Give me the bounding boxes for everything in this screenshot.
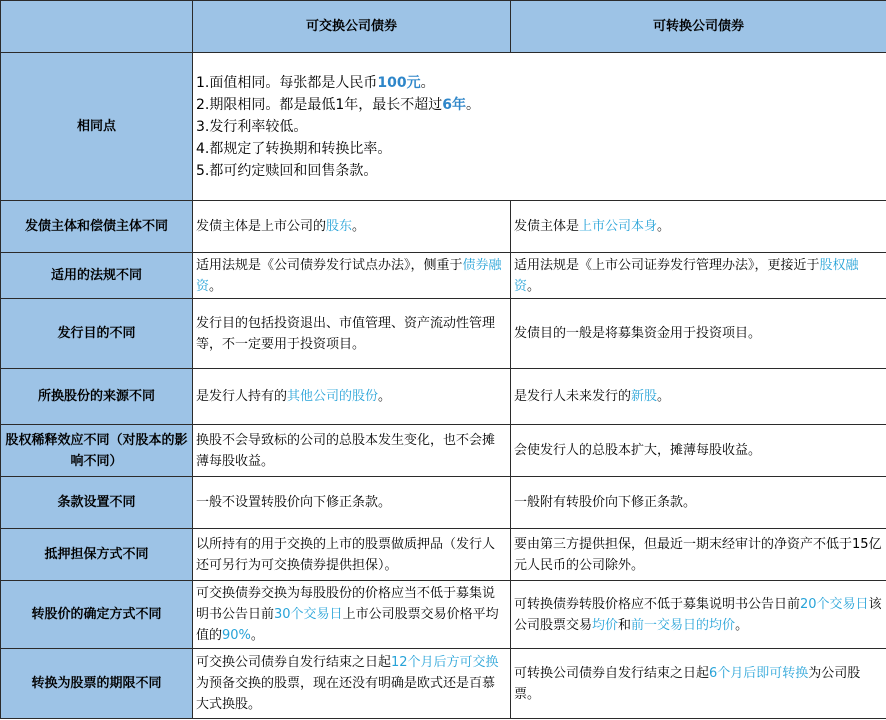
same-point-line <box>196 116 883 138</box>
cell-text: 换股不会导致标的公司的总股本发生变化，也不会摊薄每股收益。 <box>196 432 496 469</box>
cell-text: 上市公司股票交易价格平均值的 <box>196 607 499 643</box>
cell-text: 。 <box>378 389 392 404</box>
highlight-text: 100元 <box>377 74 421 91</box>
exchange-cell <box>193 649 511 719</box>
cell-text: 可转换债券转股价格应不低于募集说明书公告日前 <box>514 596 801 612</box>
convert-cell <box>511 299 886 369</box>
point-text: 。 <box>466 96 481 113</box>
highlight-text: 其他公司的股份 <box>287 389 379 404</box>
convert-cell <box>511 425 886 477</box>
convert-cell <box>511 253 886 299</box>
convert-cell <box>511 529 886 581</box>
cell-text: 和 <box>618 617 632 633</box>
cell-text: 。 <box>657 219 671 234</box>
cell-text: 适用法规是《公司债券发行试点办法》，侧重于 <box>196 257 463 273</box>
highlight-text: 均价 <box>592 617 619 633</box>
point-text: 5.都可约定赎回和回售条款。 <box>196 162 378 179</box>
point-text: 。 <box>420 74 435 91</box>
cell-text: 以所持有的用于交换的上市的股票做质押品（发行人还可另行为可交换债券提供担保）。 <box>196 536 496 573</box>
convert-cell <box>511 477 886 529</box>
header-corner <box>1 1 193 53</box>
same-point-line <box>196 138 883 160</box>
cell-text: 发行目的包括投资退出、市值管理、资产流动性管理等，不一定要用于投资项目。 <box>196 315 496 352</box>
row-label: 条款设置不同 <box>1 477 193 529</box>
highlight-text: 20个交易日 <box>800 596 869 612</box>
table-row <box>1 581 886 649</box>
row-label: 转股价的确定方式不同 <box>1 581 193 649</box>
cell-text: 适用法规是《上市公司证券发行管理办法》，更接近于 <box>514 257 820 273</box>
point-text: 2.期限相同。都是最低1年，最长不超过 <box>196 96 443 113</box>
cell-text: 发债目的一般是将募集资金用于投资项目。 <box>514 326 762 341</box>
same-label: 相同点 <box>1 53 193 201</box>
cell-text: 可交换债券交换为每股股份的价格应当不低于募集说明书公告日前 <box>196 586 496 622</box>
cell-text: 发债主体是 <box>514 219 580 234</box>
row-label: 转换为股票的期限不同 <box>1 649 193 719</box>
table-row <box>1 425 886 477</box>
cell-text: 为预备交换的股票，现在还没有明确是欧式还是百慕大式换股。 <box>196 676 496 712</box>
table-row <box>1 253 886 299</box>
point-text: 1.面值相同。每张都是人民币 <box>196 74 378 91</box>
highlight-text: 上市公司本身 <box>579 219 658 234</box>
convert-cell <box>511 649 886 719</box>
row-label: 抵押担保方式不同 <box>1 529 193 581</box>
header-row <box>1 1 886 53</box>
exchange-cell <box>193 201 511 253</box>
highlight-text: 股东 <box>326 219 353 234</box>
cell-text: 可交换公司债券自发行结束之日起 <box>196 655 392 670</box>
cell-text: 一般附有转股价向下修正条款。 <box>514 495 697 510</box>
table-row <box>1 201 886 253</box>
same-point-line <box>196 72 883 94</box>
cell-text: 。 <box>657 389 671 404</box>
cell-text: 为公司股票。 <box>514 665 861 702</box>
highlight-text: 6年 <box>442 96 467 113</box>
same-point-line <box>196 94 883 116</box>
table-row <box>1 477 886 529</box>
highlight-text: 新股 <box>631 389 658 404</box>
header-exchangeable-bond: 可交换公司债券 <box>193 1 511 53</box>
cell-text: 该公司股票交易 <box>514 596 882 633</box>
highlight-text: 30个交易日 <box>274 607 343 622</box>
cell-text: 一般不设置转股价向下修正条款。 <box>196 495 392 510</box>
convert-cell <box>511 201 886 253</box>
table-row <box>1 369 886 425</box>
cell-text: 。 <box>209 278 223 294</box>
exchange-cell <box>193 369 511 425</box>
highlight-text: 12个月后方可交换 <box>391 655 499 670</box>
highlight-text: 债券融资 <box>196 257 502 294</box>
cell-text: 发债主体是上市公司的 <box>196 219 327 234</box>
row-label: 股权稀释效应不同（对股本的影响不同） <box>1 425 193 477</box>
row-label: 适用的法规不同 <box>1 253 193 299</box>
table-row <box>1 649 886 719</box>
point-text: 4.都规定了转换期和转换比率。 <box>196 140 392 157</box>
cell-text: 是发行人未来发行的 <box>514 389 632 404</box>
exchange-cell <box>193 299 511 369</box>
highlight-text: 股权融资 <box>514 257 859 294</box>
same-point-line <box>196 160 883 182</box>
point-text: 3.发行利率较低。 <box>196 118 308 135</box>
highlight-text: 前一交易日的均价 <box>631 617 736 633</box>
cell-text: 。 <box>250 628 264 643</box>
exchange-cell <box>193 425 511 477</box>
exchange-cell <box>193 253 511 299</box>
highlight-text: 6个月后即可转换 <box>709 665 809 681</box>
row-label: 发债主体和偿债主体不同 <box>1 201 193 253</box>
cell-text: 。 <box>735 617 749 633</box>
header-convertible-bond: 可转换公司债券 <box>511 1 886 53</box>
exchange-cell <box>193 477 511 529</box>
exchange-cell <box>193 581 511 649</box>
cell-text: 。 <box>527 278 541 294</box>
row-label: 发行目的不同 <box>1 299 193 369</box>
cell-text: 。 <box>352 219 366 234</box>
highlight-text: 90% <box>222 628 251 643</box>
row-label: 所换股份的来源不同 <box>1 369 193 425</box>
cell-text: 会使发行人的总股本扩大，摊薄每股收益。 <box>514 443 762 458</box>
same-points-cell <box>193 53 886 201</box>
table-row <box>1 529 886 581</box>
convert-cell <box>511 369 886 425</box>
table-row <box>1 299 886 369</box>
cell-text: 是发行人持有的 <box>196 389 288 404</box>
cell-text: 要由第三方提供担保，但最近一期末经审计的净资产不低于15亿元人民币的公司除外。 <box>514 536 882 573</box>
same-row <box>1 53 886 201</box>
convert-cell <box>511 581 886 649</box>
cell-text: 可转换公司债券自发行结束之日起 <box>514 665 710 681</box>
exchange-cell <box>193 529 511 581</box>
